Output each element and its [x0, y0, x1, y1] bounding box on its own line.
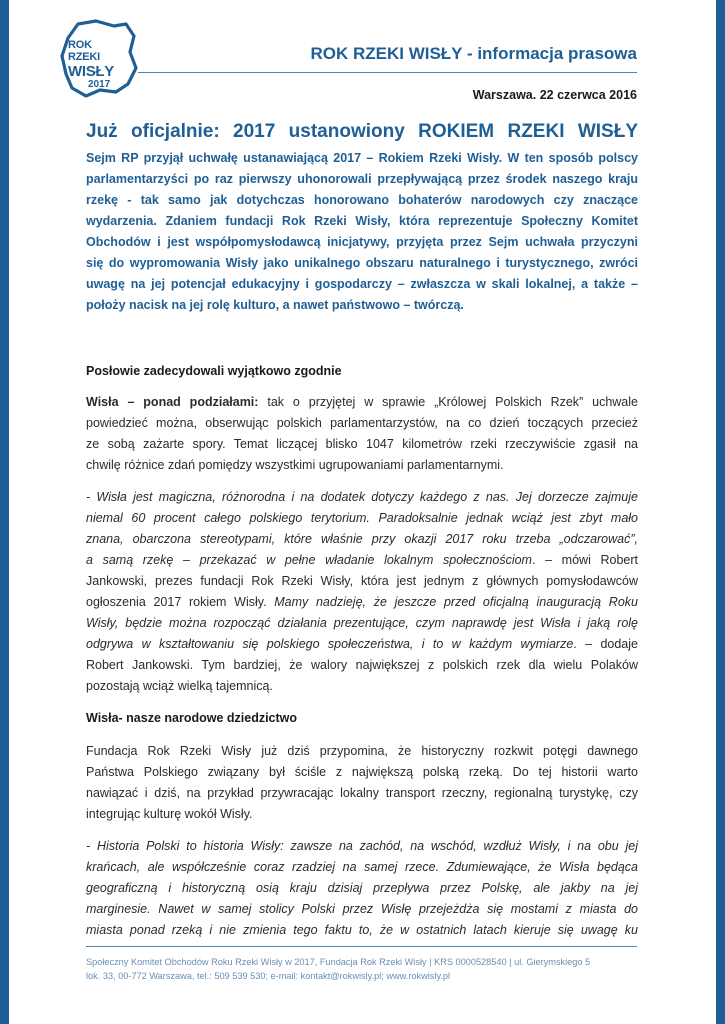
paragraph-quote-jankowski: [86, 487, 638, 697]
quote-fragment: Mamy nadzieję, że jeszcze przed oficjalną inauguracją Roku: [274, 595, 638, 609]
paragraph-line: chwilę różnice zdań pomiędzy wszystkimi ugrupowaniami parlamentarnymi.: [86, 458, 504, 472]
paragraph-line: marginesie. Nawet w samej stolicy Polski przez Wisłę przejeżdża się mostami z miasta do: [86, 902, 638, 916]
paragraph-line: [86, 634, 638, 655]
paragraph-line: - Historia Polski to historia Wisły: zawsze na zachód, na wschód, wzdłuż Wisły, i na obu jej: [86, 839, 638, 853]
section-heading-dziedzictwo: Wisła- nasze narodowe dziedzictwo: [86, 711, 298, 725]
paragraph-line: [86, 592, 638, 613]
logo-line-rok: ROK: [68, 39, 92, 51]
lead-line: położy nacisk na jej rolę kulturo, a nawet państwowo – twórczą.: [86, 298, 464, 312]
paragraph-ponad-podzialami: [86, 392, 638, 476]
paragraph-line: Robert Jankowski. Tym bardziej, że walory największej z polskich rzek dla wielu Polaków: [86, 658, 638, 672]
paragraph-line: powiedzieć można, obserwując polskich parlamentarzystów, na co dzień toczących przecież: [86, 416, 638, 430]
paragraph-line: Wisły, będzie można rozpocząć działania prezentujące, czym naprawdę jest Wisła i jaką rolę: [86, 616, 638, 630]
paragraph-line-text: . – mówi Robert: [531, 553, 638, 567]
article-body: [86, 120, 638, 941]
paragraph-line: [86, 550, 638, 571]
quote-fragment: a samą rzekę – przekazać w pełne władanie lokalnym społecznościom: [86, 553, 532, 567]
lead-line: się do wypromowania Wisły jako unikalnego obszaru naturalnego i turystycznego, zwróci: [86, 256, 638, 270]
logo-line-rzeki: RZEKI: [68, 51, 101, 63]
lead-line: Sejm RP przyjął uchwałę ustanawiającą 2017 – Rokiem Rzeki Wisły. W ten sposób polscy: [86, 151, 638, 165]
paragraph-line: Państwa Polskiego związany był ściśle z największą polską rzeką. Do tej historii warto: [86, 765, 638, 779]
quote-fragment: odgrywa w kształtowaniu się polskiego społeczeństwa, i to w każdym wymiarze: [86, 637, 574, 651]
paragraph-historia-polski: [86, 836, 638, 941]
paragraph-line-text: . – dodaje: [573, 637, 638, 651]
paragraph-line: geograficzną i historyczną osią kraju dzisiaj przepływa przez Polskę, ale jakby na jej: [86, 881, 638, 895]
paragraph-line-text: ogłoszenia 2017 rokiem Wisły.: [86, 595, 275, 609]
footer-line: Społeczny Komitet Obchodów Roku Rzeki Wisły w 2017, Fundacja Rok Rzeki Wisły | KRS 0000528540 | ul. Gierymskiego 5: [86, 957, 591, 967]
footer-divider: [86, 946, 637, 947]
rok-rzeki-wisly-logo: [56, 18, 138, 102]
section-heading-poslowie: Posłowie zadecydowali wyjątkowo zgodnie: [86, 364, 342, 378]
paragraph-line: - Wisła jest magiczna, różnorodna i na dodatek dotyczy każdego z nas. Jej dorzecze zajmuje: [86, 490, 638, 504]
logo-line-wisly: WISŁY: [68, 63, 114, 80]
paragraph-line: [86, 392, 638, 413]
article-lead: [86, 148, 638, 316]
paragraph-fundacja: [86, 741, 638, 825]
lead-line: uwagę na jej potencjał edukacyjny i gospodarczy – zwłaszcza w skali lokalnej, a także –: [86, 277, 638, 291]
paragraph-lead-phrase: Wisła – ponad podziałami:: [86, 395, 259, 409]
paragraph-line: Jankowski, prezes fundacji Rok Rzeki Wisły, która jest jednym z głównych pomysłodawców: [86, 574, 638, 588]
paragraph-line: Fundacja Rok Rzeki Wisły już dziś przypomina, że historyczny rozkwit potęgi dawnego: [86, 744, 638, 758]
press-release-date: Warszawa. 22 czerwca 2016: [472, 88, 637, 102]
lead-line: parlamentarzyści po raz pierwszy uhonorowali przepływającą przez środek naszego kraju: [86, 172, 638, 186]
header-divider: [138, 72, 637, 73]
paragraph-line: niemal 60 procent całego polskiego terytorium. Paradoksalnie jednak wciąż jest zbyt mało: [86, 511, 638, 525]
page-footer: [86, 955, 638, 983]
paragraph-line: integrując kulturę wokół Wisły.: [86, 807, 253, 821]
paragraph-line: pozostają wciąż wielką tajemnicą.: [86, 679, 273, 693]
logo-line-year: 2017: [88, 79, 111, 90]
paragraph-line: krańcach, ale współcześnie coraz rzadziej na samej rzece. Zdumiewające, że Wisła będąca: [86, 860, 638, 874]
lead-line: rzekę - tak samo jak dotychczas honorowano bohaterów narodowych czy znaczące: [86, 193, 638, 207]
paragraph-line: nawiązać i dziś, na przykład przywracając lokalny transport rzeczny, regionalną turystykę, czy: [86, 786, 638, 800]
lead-line: wydarzenia. Zdaniem fundacji Rok Rzeki Wisły, która reprezentuje Społeczny Komitet: [86, 214, 638, 228]
paragraph-line: ze sobą zażarte spory. Temat liczącej blisko 1047 kilometrów rzeki rzeczywiście zgasił na: [86, 437, 638, 451]
paragraph-line: miasta ponad rzeką i nie zmienia tego faktu to, że w ostatnich latach kieruje się uwagę ku: [86, 923, 638, 937]
lead-line: Obchodów i jest współpomysłodawcą inicjatywy, przyjęta przez Sejm uchwała przyczyni: [86, 235, 638, 249]
paragraph-line-text: tak o przyjętej w sprawie „Królowej Polskich Rzek” uchwale: [258, 395, 638, 409]
header-title: ROK RZEKI WISŁY - informacja prasowa: [310, 44, 637, 63]
logo-text: [68, 40, 114, 90]
left-edge-bar: [0, 0, 9, 1024]
paragraph-line: znana, obarczona stereotypami, które właśnie przy okazji 2017 roku trzeba „odczarować”,: [86, 532, 638, 546]
footer-line: lok. 33, 00-772 Warszawa, tel.: 509 539 530; e-mail: kontakt@rokwisly.pl; www.rokwisly.pl: [86, 971, 451, 981]
right-edge-bar: [716, 0, 725, 1024]
article-headline: Już oficjalnie: 2017 ustanowiony ROKIEM RZEKI WISŁY: [86, 121, 638, 142]
